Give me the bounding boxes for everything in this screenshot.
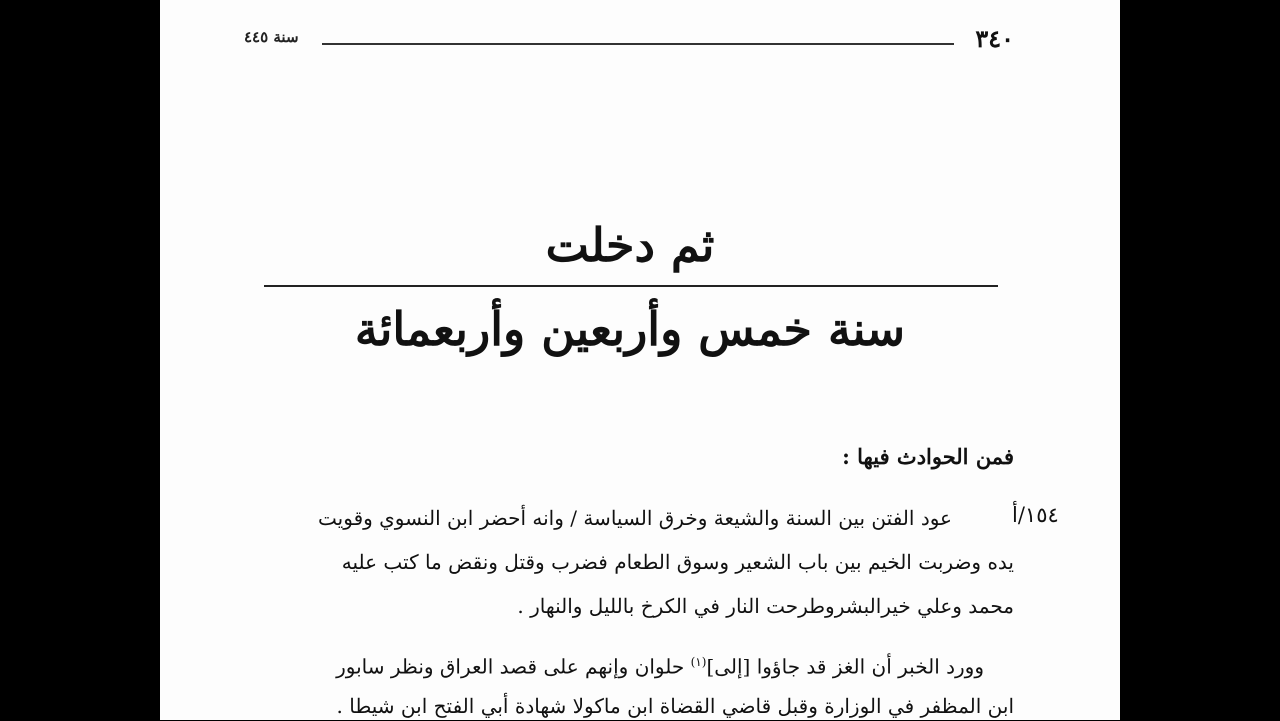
paragraph2-text-before: وورد الخبر أن الغز قد جاؤوا [إلى] — [706, 654, 984, 679]
events-heading: فمن الحوادث فيها : — [842, 444, 1014, 469]
chapter-title-line1: ثم دخلت — [545, 218, 715, 272]
paragraph2-line1 — [336, 647, 984, 682]
chapter-title-line2: سنة خمس وأربعين وأربعمائة — [354, 302, 906, 356]
paragraph1-line3: محمد وعلي خيرالبشروطرحت النار في الكرخ بالليل والنهار . — [517, 594, 1014, 618]
running-head: سنة ٤٤٥ — [244, 28, 299, 46]
paragraph2-text-after: حلوان وإنهم على قصد العراق ونظر سابور — [336, 654, 691, 679]
page-header — [244, 26, 1014, 56]
chapter-divider — [264, 285, 998, 287]
paragraph2-line2: ابن المظفر في الوزارة وقبل قاضي القضاة ابن ماكولا شهادة أبي الفتح ابن شيطا . — [336, 694, 1014, 718]
header-rule — [322, 43, 954, 45]
footnote-marker[interactable]: (١) — [690, 655, 707, 669]
margin-reference: ١٥٤/أ — [1012, 503, 1059, 527]
page-number: ٣٤٠ — [975, 24, 1014, 53]
paragraph1-line2: يده وضربت الخيم بين باب الشعير وسوق الطعام فضرب وقتل ونقض ما كتب عليه — [341, 550, 1014, 574]
paragraph1-line1: عود الفتن بين السنة والشيعة وخرق السياسة / وانه أحضر ابن النسوي وقويت — [318, 506, 952, 530]
